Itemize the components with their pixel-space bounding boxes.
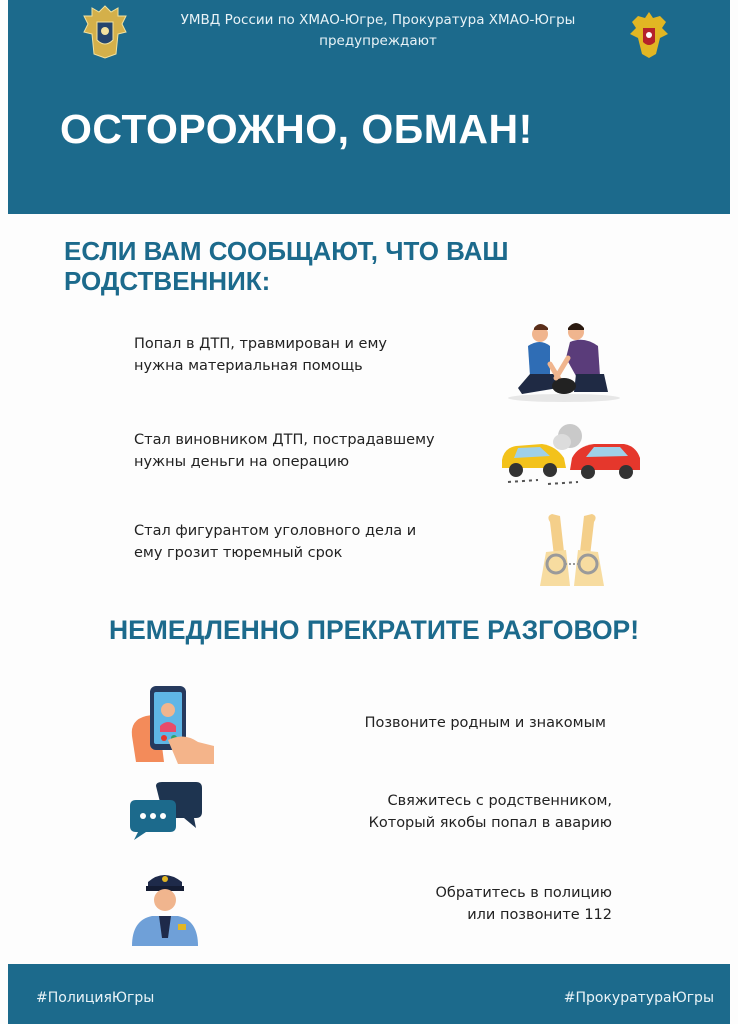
footer-banner xyxy=(8,964,730,1024)
authority-caption xyxy=(148,10,608,52)
action-line: или позвоните 112 xyxy=(467,907,612,923)
main-title: ОСТОРОЖНО, ОБМАН! xyxy=(60,106,533,152)
hashtag-police: #ПолицияЮгры xyxy=(36,990,155,1006)
scenario-line: Стал фигурантом уголовного дела и xyxy=(134,523,417,539)
hashtag-prosecutor: #ПрокуратураЮгры xyxy=(563,990,714,1006)
action-text-call-relatives xyxy=(300,712,606,734)
scenario-text-culprit xyxy=(134,429,435,473)
action-line: Обратитесь в полицию xyxy=(435,885,612,901)
scenario-line: ему грозит тюремный срок xyxy=(134,545,343,561)
action-text-police xyxy=(300,882,612,926)
scenario-line: нужна материальная помощь xyxy=(134,358,363,374)
action-text-contact-relative xyxy=(300,790,612,834)
action-line: Свяжитесь с родственником, xyxy=(387,793,612,809)
police-officer-icon xyxy=(126,868,204,948)
scenario-line: нужны деньги на операцию xyxy=(134,454,350,470)
scenario-text-accident xyxy=(134,333,387,377)
scenario-text-criminal-case xyxy=(134,520,416,564)
action-line: Который якобы попал в аварию xyxy=(368,815,612,831)
section-heading-line-2: РОДСТВЕННИК: xyxy=(64,266,271,296)
car-crash-icon xyxy=(498,420,644,488)
authority-line-1: УМВД России по ХМАО-Югре, Прокуратура ХМАО-Югры xyxy=(180,12,576,28)
phone-call-icon xyxy=(128,680,218,766)
scenario-line: Попал в ДТП, травмирован и ему xyxy=(134,336,387,352)
authority-line-2: предупреждают xyxy=(319,33,437,49)
injured-person-icon xyxy=(504,318,624,402)
scenario-line: Стал виновником ДТП, пострадавшему xyxy=(134,432,435,448)
chat-bubbles-icon xyxy=(128,782,202,842)
section-heading-line-1: ЕСЛИ ВАМ СООБЩАЮТ, ЧТО ВАШ xyxy=(64,236,509,266)
header-banner xyxy=(8,0,730,214)
action-line: Позвоните родным и знакомым xyxy=(364,715,606,731)
prosecutor-emblem-icon xyxy=(626,8,672,60)
section-heading-relative xyxy=(64,236,584,296)
handcuffs-icon xyxy=(536,512,608,588)
section-heading-stop: НЕМЕДЛЕННО ПРЕКРАТИТЕ РАЗГОВОР! xyxy=(108,615,640,645)
police-emblem-icon xyxy=(80,4,130,60)
